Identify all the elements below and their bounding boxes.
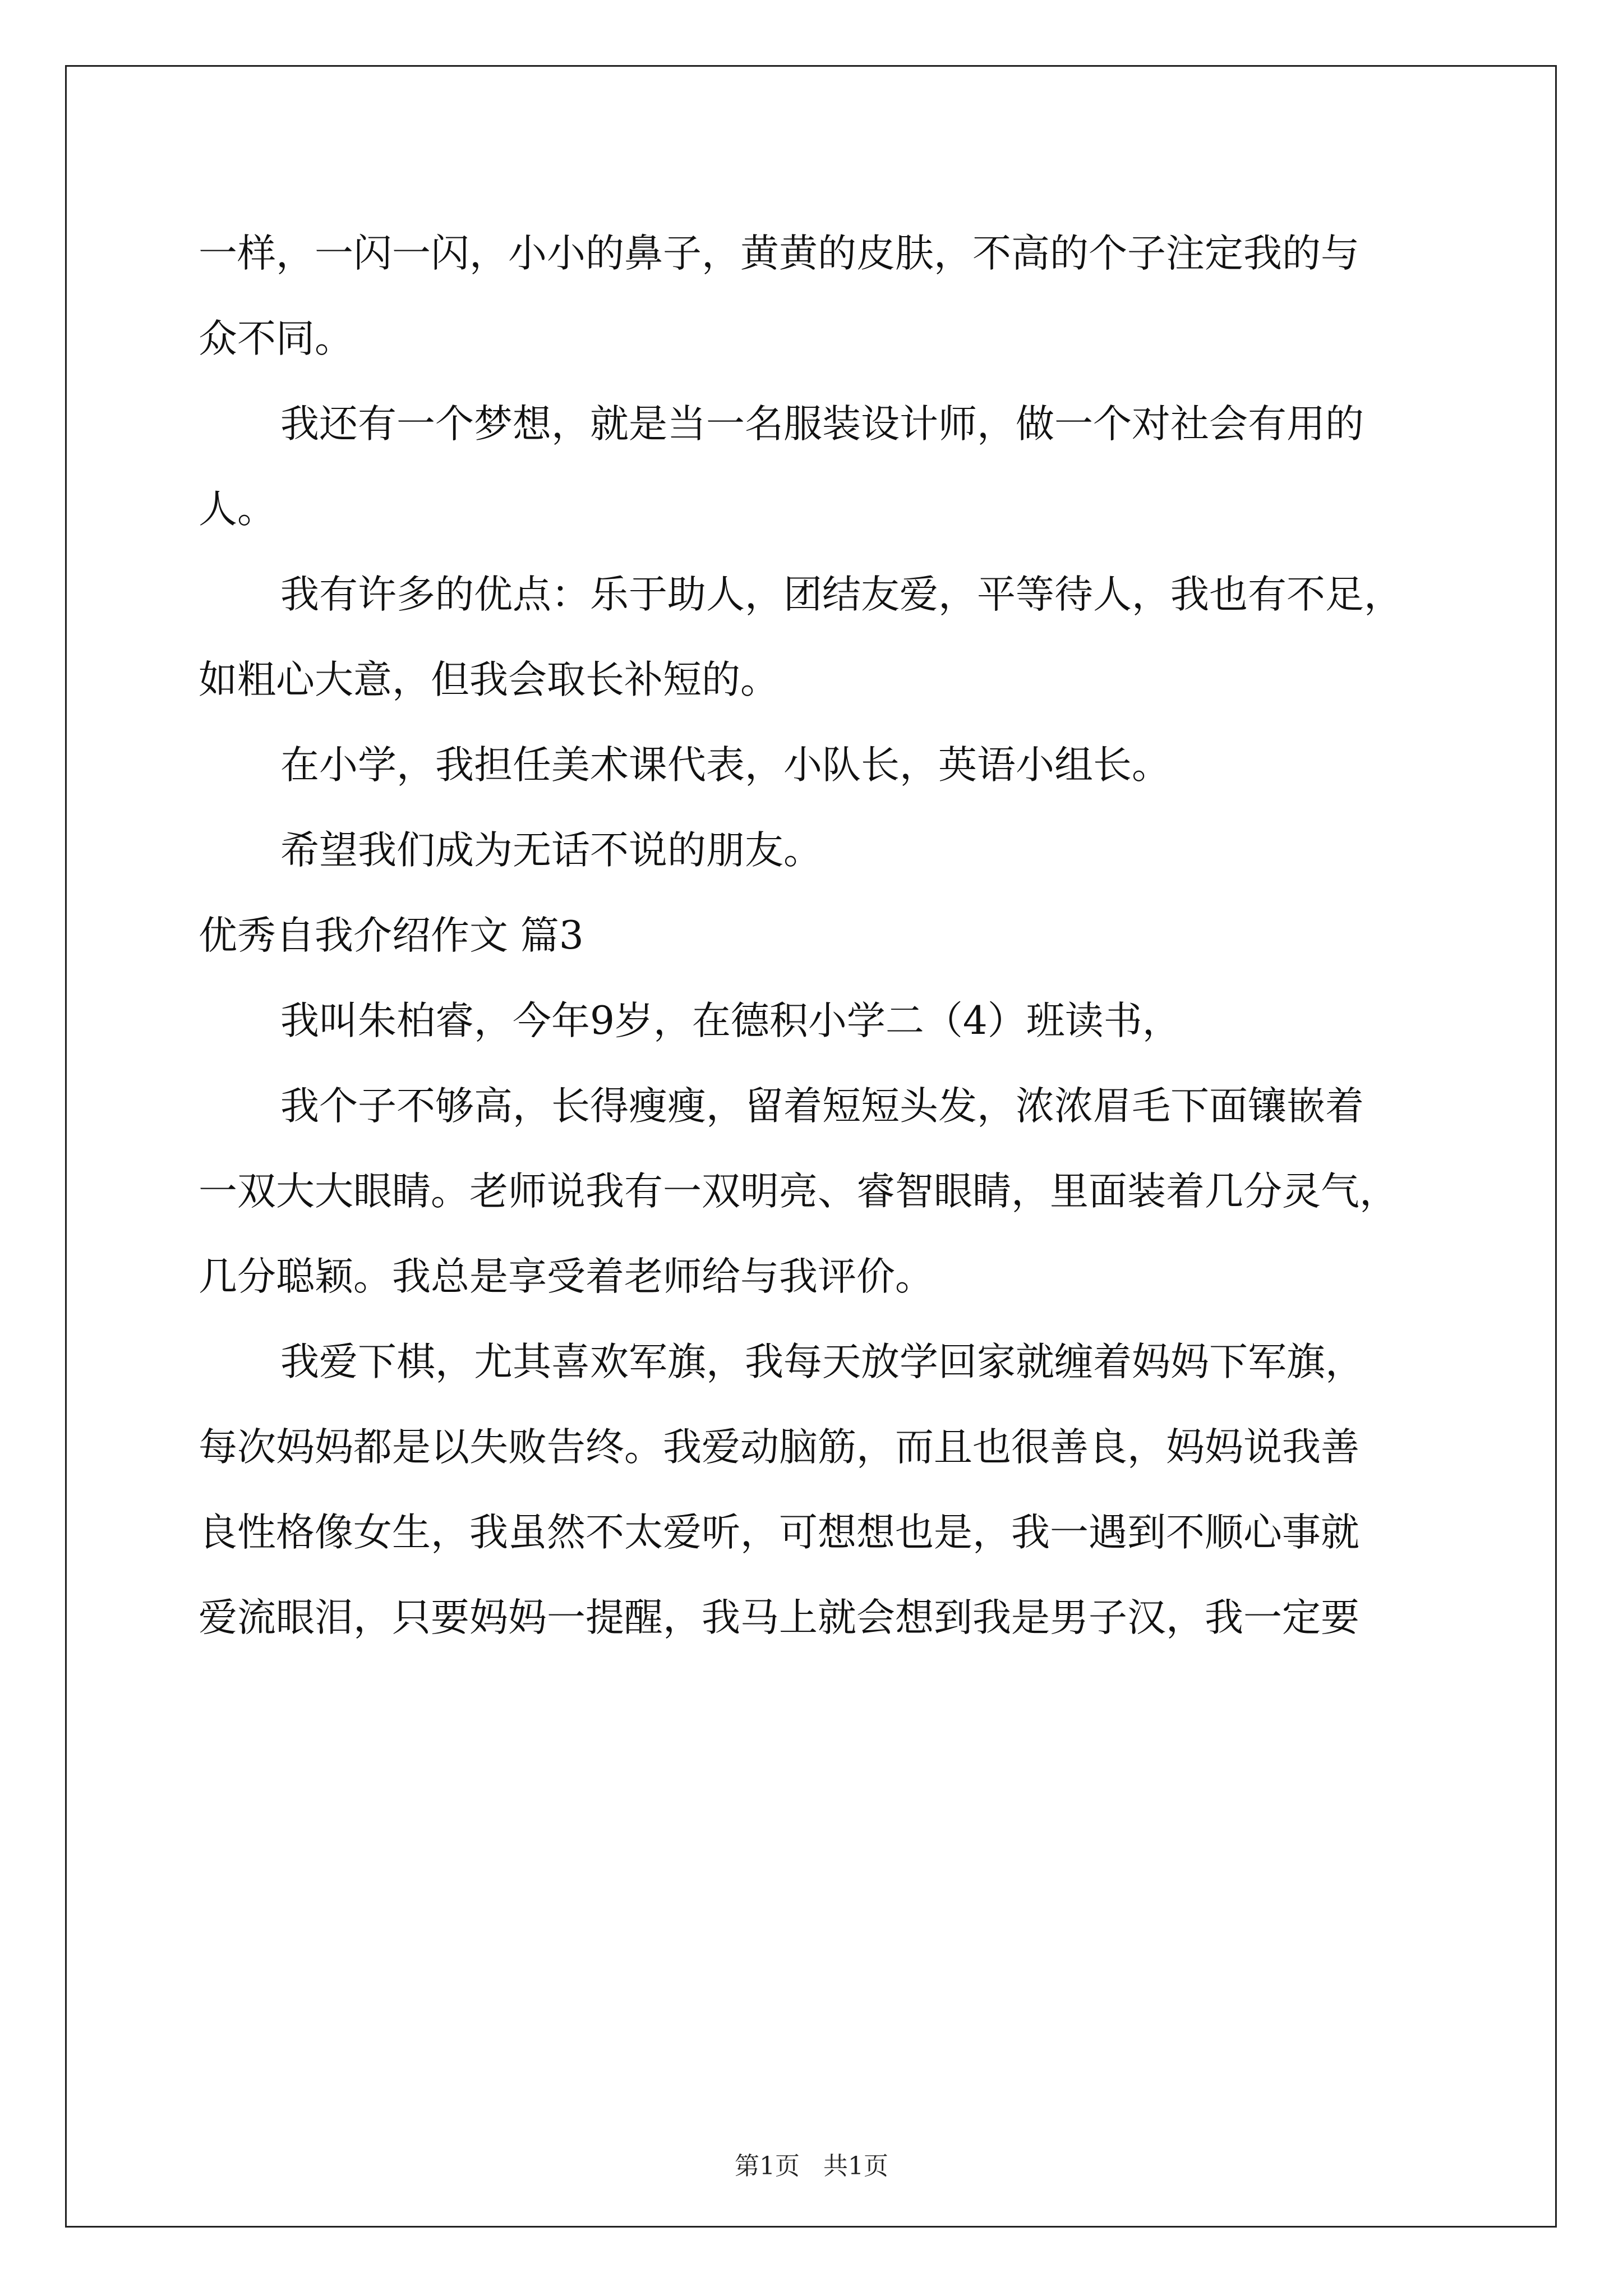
text-line: 每次妈妈都是以失败告终。我爱动脑筋，而且也很善良，妈妈说我善 [199,1425,1359,1470]
section-heading: 优秀自我介绍作文 篇3 [199,913,584,958]
text-line: 我爱下棋，尤其喜欢军旗，我每天放学回家就缠着妈妈下军旗， [280,1340,1364,1384]
text-line: 如粗心大意，但我会取长补短的。 [199,657,779,702]
text-line: 爱流眼泪，只要妈妈一提醒，我马上就会想到我是男子汉，我一定要 [199,1595,1359,1640]
text-line: 在小学，我担任美术课代表，小队长，英语小组长。 [280,743,1170,788]
text-line: 我有许多的优点：乐于助人，团结友爱，平等待人，我也有不足， [280,572,1403,617]
document-body [199,211,1432,1660]
text-line: 几分聪颖。我总是享受着老师给与我评价。 [199,1254,934,1299]
text-line: 一样，一闪一闪，小小的鼻子，黄黄的皮肤，不高的个子注定我的与 [199,231,1359,276]
text-line: 我个子不够高，长得瘦瘦，留着短短头发，浓浓眉毛下面镶嵌着 [280,1084,1364,1129]
text-line: 我叫朱柏睿，今年9岁，在德积小学二（4）班读书， [280,999,1181,1043]
text-line: 希望我们成为无话不说的朋友。 [280,828,822,873]
text-line: 我还有一个梦想，就是当一名服装设计师，做一个对社会有用的 [280,402,1364,447]
text-line: 一双大大眼睛。老师说我有一双明亮、睿智眼睛，里面装着几分灵气， [199,1169,1398,1214]
text-line: 良性格像女生，我虽然不太爱听，可想想也是，我一遇到不顺心事就 [199,1510,1359,1555]
text-line: 众不同。 [199,316,353,361]
page-footer: 第1页 共1页 [735,2152,888,2180]
text-line: 人。 [199,487,276,532]
